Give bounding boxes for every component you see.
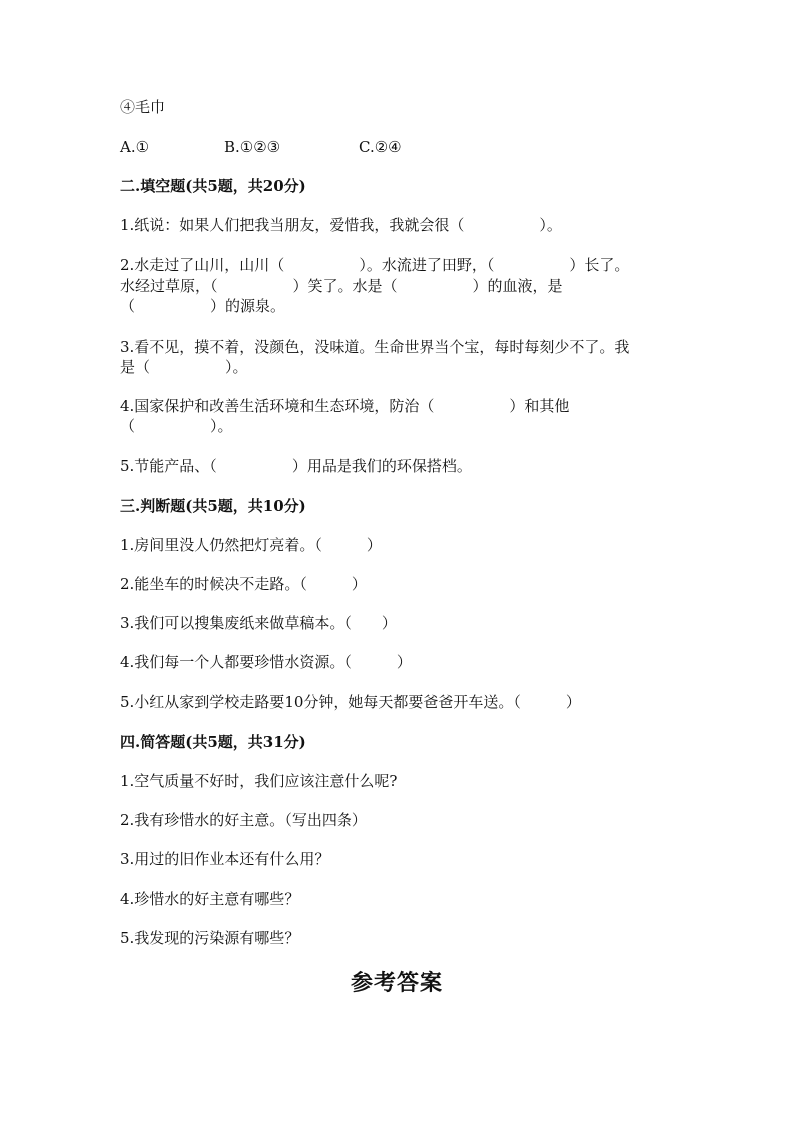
judge-question-1: 1.房间里没人仍然把灯亮着。（ ） bbox=[120, 536, 382, 554]
fill-question-4-line-1: 4.国家保护和改善生活环境和生态环境，防治（ ）和其他 bbox=[120, 397, 570, 415]
fill-question-3-line-1: 3.看不见，摸不着，没颜色，没味道。生命世界当个宝，每时每刻少不了。我 bbox=[120, 338, 630, 356]
fill-question-1: 1.纸说：如果人们把我当朋友，爱惜我，我就会很（ ）。 bbox=[120, 216, 562, 234]
short-question-3: 3.用过的旧作业本还有什么用？ bbox=[120, 850, 330, 868]
judge-question-2: 2.能坐车的时候决不走路。（ ） bbox=[120, 575, 367, 593]
fill-section-heading: 二.填空题(共5题，共20分) bbox=[120, 177, 306, 195]
fill-question-3-line-2: 是（ ）。 bbox=[120, 358, 248, 376]
judge-question-4: 4.我们每一个人都要珍惜水资源。（ ） bbox=[120, 653, 412, 671]
judge-section-heading: 三.判断题(共5题，共10分) bbox=[120, 497, 306, 515]
fill-question-2-line-3: （ ）的源泉。 bbox=[120, 297, 286, 315]
answer-title: 参考答案 bbox=[350, 970, 443, 996]
short-question-4: 4.珍惜水的好主意有哪些？ bbox=[120, 890, 300, 908]
short-section-heading: 四.简答题(共5题，共31分) bbox=[120, 733, 306, 751]
short-question-2: 2.我有珍惜水的好主意。（写出四条） bbox=[120, 811, 367, 829]
carryover-item: ④毛巾 bbox=[120, 98, 166, 116]
judge-question-3: 3.我们可以搜集废纸来做草稿本。（ ） bbox=[120, 614, 397, 632]
option-c: C.②④ bbox=[359, 138, 402, 156]
short-question-1: 1.空气质量不好时，我们应该注意什么呢? bbox=[120, 772, 398, 790]
fill-question-2-line-2: 水经过草原，（ ）笑了。水是（ ）的血液，是 bbox=[120, 277, 563, 295]
short-question-5: 5.我发现的污染源有哪些？ bbox=[120, 929, 300, 947]
fill-question-4-line-2: （ ）。 bbox=[120, 417, 233, 435]
fill-question-5: 5.节能产品、（ ）用品是我们的环保搭档。 bbox=[120, 457, 472, 475]
fill-question-2-line-1: 2.水走过了山川，山川（ ）。水流进了田野，（ ）长了。 bbox=[120, 256, 630, 274]
option-b: B.①②③ bbox=[224, 138, 281, 156]
option-a: A.① bbox=[120, 138, 150, 156]
judge-question-5: 5.小红从家到学校走路要10分钟，她每天都要爸爸开车送。（ ） bbox=[120, 693, 581, 711]
